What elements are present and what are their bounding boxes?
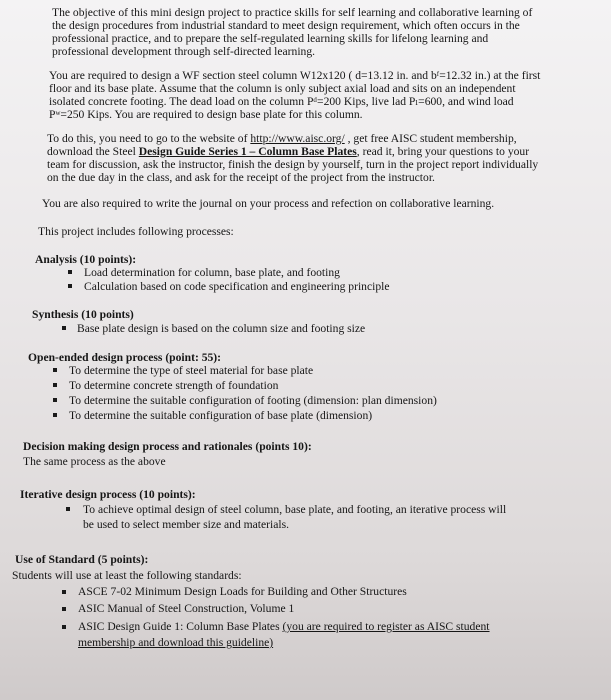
intro-line-2: the design procedures from industrial standard to meet design requirement, which often occurs in the xyxy=(52,19,520,32)
requirement-line-3: isolated concrete footing. The dead load on the column Pᵈ=200 Kips, live lad Pₗ=600, and wind load xyxy=(49,95,514,108)
bullet-icon xyxy=(62,326,66,330)
open-ended-heading: Open-ended design process (point: 55): xyxy=(28,351,222,364)
standard-heading: Use of Standard (5 points): xyxy=(15,553,149,566)
standard-item: ASIC Manual of Steel Construction, Volume 1 xyxy=(78,602,295,615)
bullet-icon xyxy=(53,383,57,387)
intro-line-3: professional practice, and to prepare the self-regulated learning skills for lifelong learning and xyxy=(52,32,489,45)
design-guide-title: Design Guide Series 1 – Column Base Plates xyxy=(138,145,357,158)
bullet-icon xyxy=(68,270,72,274)
aisc-website-link[interactable]: http://www.aisc.org/ xyxy=(250,132,345,145)
standard-item-text: ASIC Design Guide 1: Column Base Plates xyxy=(78,620,283,633)
analysis-item: Load determination for column, base plate, and footing xyxy=(84,266,340,279)
decision-text: The same process as the above xyxy=(23,455,166,468)
bullet-icon xyxy=(66,507,70,511)
decision-heading: Decision making design process and rationales (points 10): xyxy=(23,440,312,453)
registration-note: (you are required to register as AISC student xyxy=(282,620,490,633)
standard-item: ASCE 7-02 Minimum Design Loads for Building and Other Structures xyxy=(78,585,407,598)
instructions-line-2 xyxy=(47,145,529,158)
instructions-line-1 xyxy=(47,132,517,145)
bullet-icon xyxy=(62,607,66,611)
standard-intro: Students will use at least the following standards: xyxy=(12,569,242,582)
journal-requirement: You are also required to write the journal on your process and refection on collaborative learning. xyxy=(42,197,495,210)
analysis-heading: Analysis (10 points): xyxy=(35,253,137,266)
iterative-item-line-1: To achieve optimal design of steel column, base plate, and footing, an iterative process will xyxy=(83,503,507,516)
instructions-line-3: team for discussion, ask the instructor, finish the design by yourself, turn in the project report individually xyxy=(47,158,539,171)
intro-line-4: professional development through self-directed learning. xyxy=(52,45,316,58)
instructions-text: download the Steel xyxy=(47,145,139,158)
synthesis-heading: Synthesis (10 points) xyxy=(32,308,134,321)
requirement-line-2: floor and its base plate. Assume that the column is only subject axial load and sits on an independent xyxy=(49,82,516,95)
bullet-icon xyxy=(53,413,57,417)
iterative-item-line-2: be used to select member size and materials. xyxy=(83,518,290,531)
instructions-text: To do this, you need to go to the website of xyxy=(47,132,251,145)
intro-line-1: The objective of this mini design project to practice skills for self learning and collaborative learning of xyxy=(52,6,533,19)
standard-item-line-2: membership and download this guideline) xyxy=(78,636,274,649)
instructions-text: , get free AISC student membership, xyxy=(344,132,517,145)
requirement-line-1: You are required to design a WF section steel column W12x120 ( d=13.12 in. and bᶠ=12.32 in.) at the first xyxy=(49,69,541,82)
analysis-item: Calculation based on code specification and engineering principle xyxy=(84,280,390,293)
instructions-line-4: on the due day in the class, and ask for the receipt of the project from the instructor. xyxy=(47,171,435,184)
standard-item xyxy=(78,620,490,633)
bullet-icon xyxy=(62,625,66,629)
open-ended-item: To determine concrete strength of foundation xyxy=(69,379,279,392)
bullet-icon xyxy=(53,398,57,402)
processes-intro: This project includes following processes: xyxy=(38,225,234,238)
open-ended-item: To determine the suitable configuration of footing (dimension: plan dimension) xyxy=(69,394,437,407)
bullet-icon xyxy=(68,284,72,288)
open-ended-item: To determine the type of steel material for base plate xyxy=(69,364,314,377)
requirement-line-4: Pʷ=250 Kips. You are required to design base plate for this column. xyxy=(49,108,363,121)
iterative-heading: Iterative design process (10 points): xyxy=(20,488,196,501)
open-ended-item: To determine the suitable configuration of base plate (dimension) xyxy=(69,409,373,422)
instructions-text: , read it, bring your questions to your xyxy=(356,145,530,158)
bullet-icon xyxy=(62,590,66,594)
synthesis-item: Base plate design is based on the column size and footing size xyxy=(77,322,366,335)
bullet-icon xyxy=(53,368,57,372)
